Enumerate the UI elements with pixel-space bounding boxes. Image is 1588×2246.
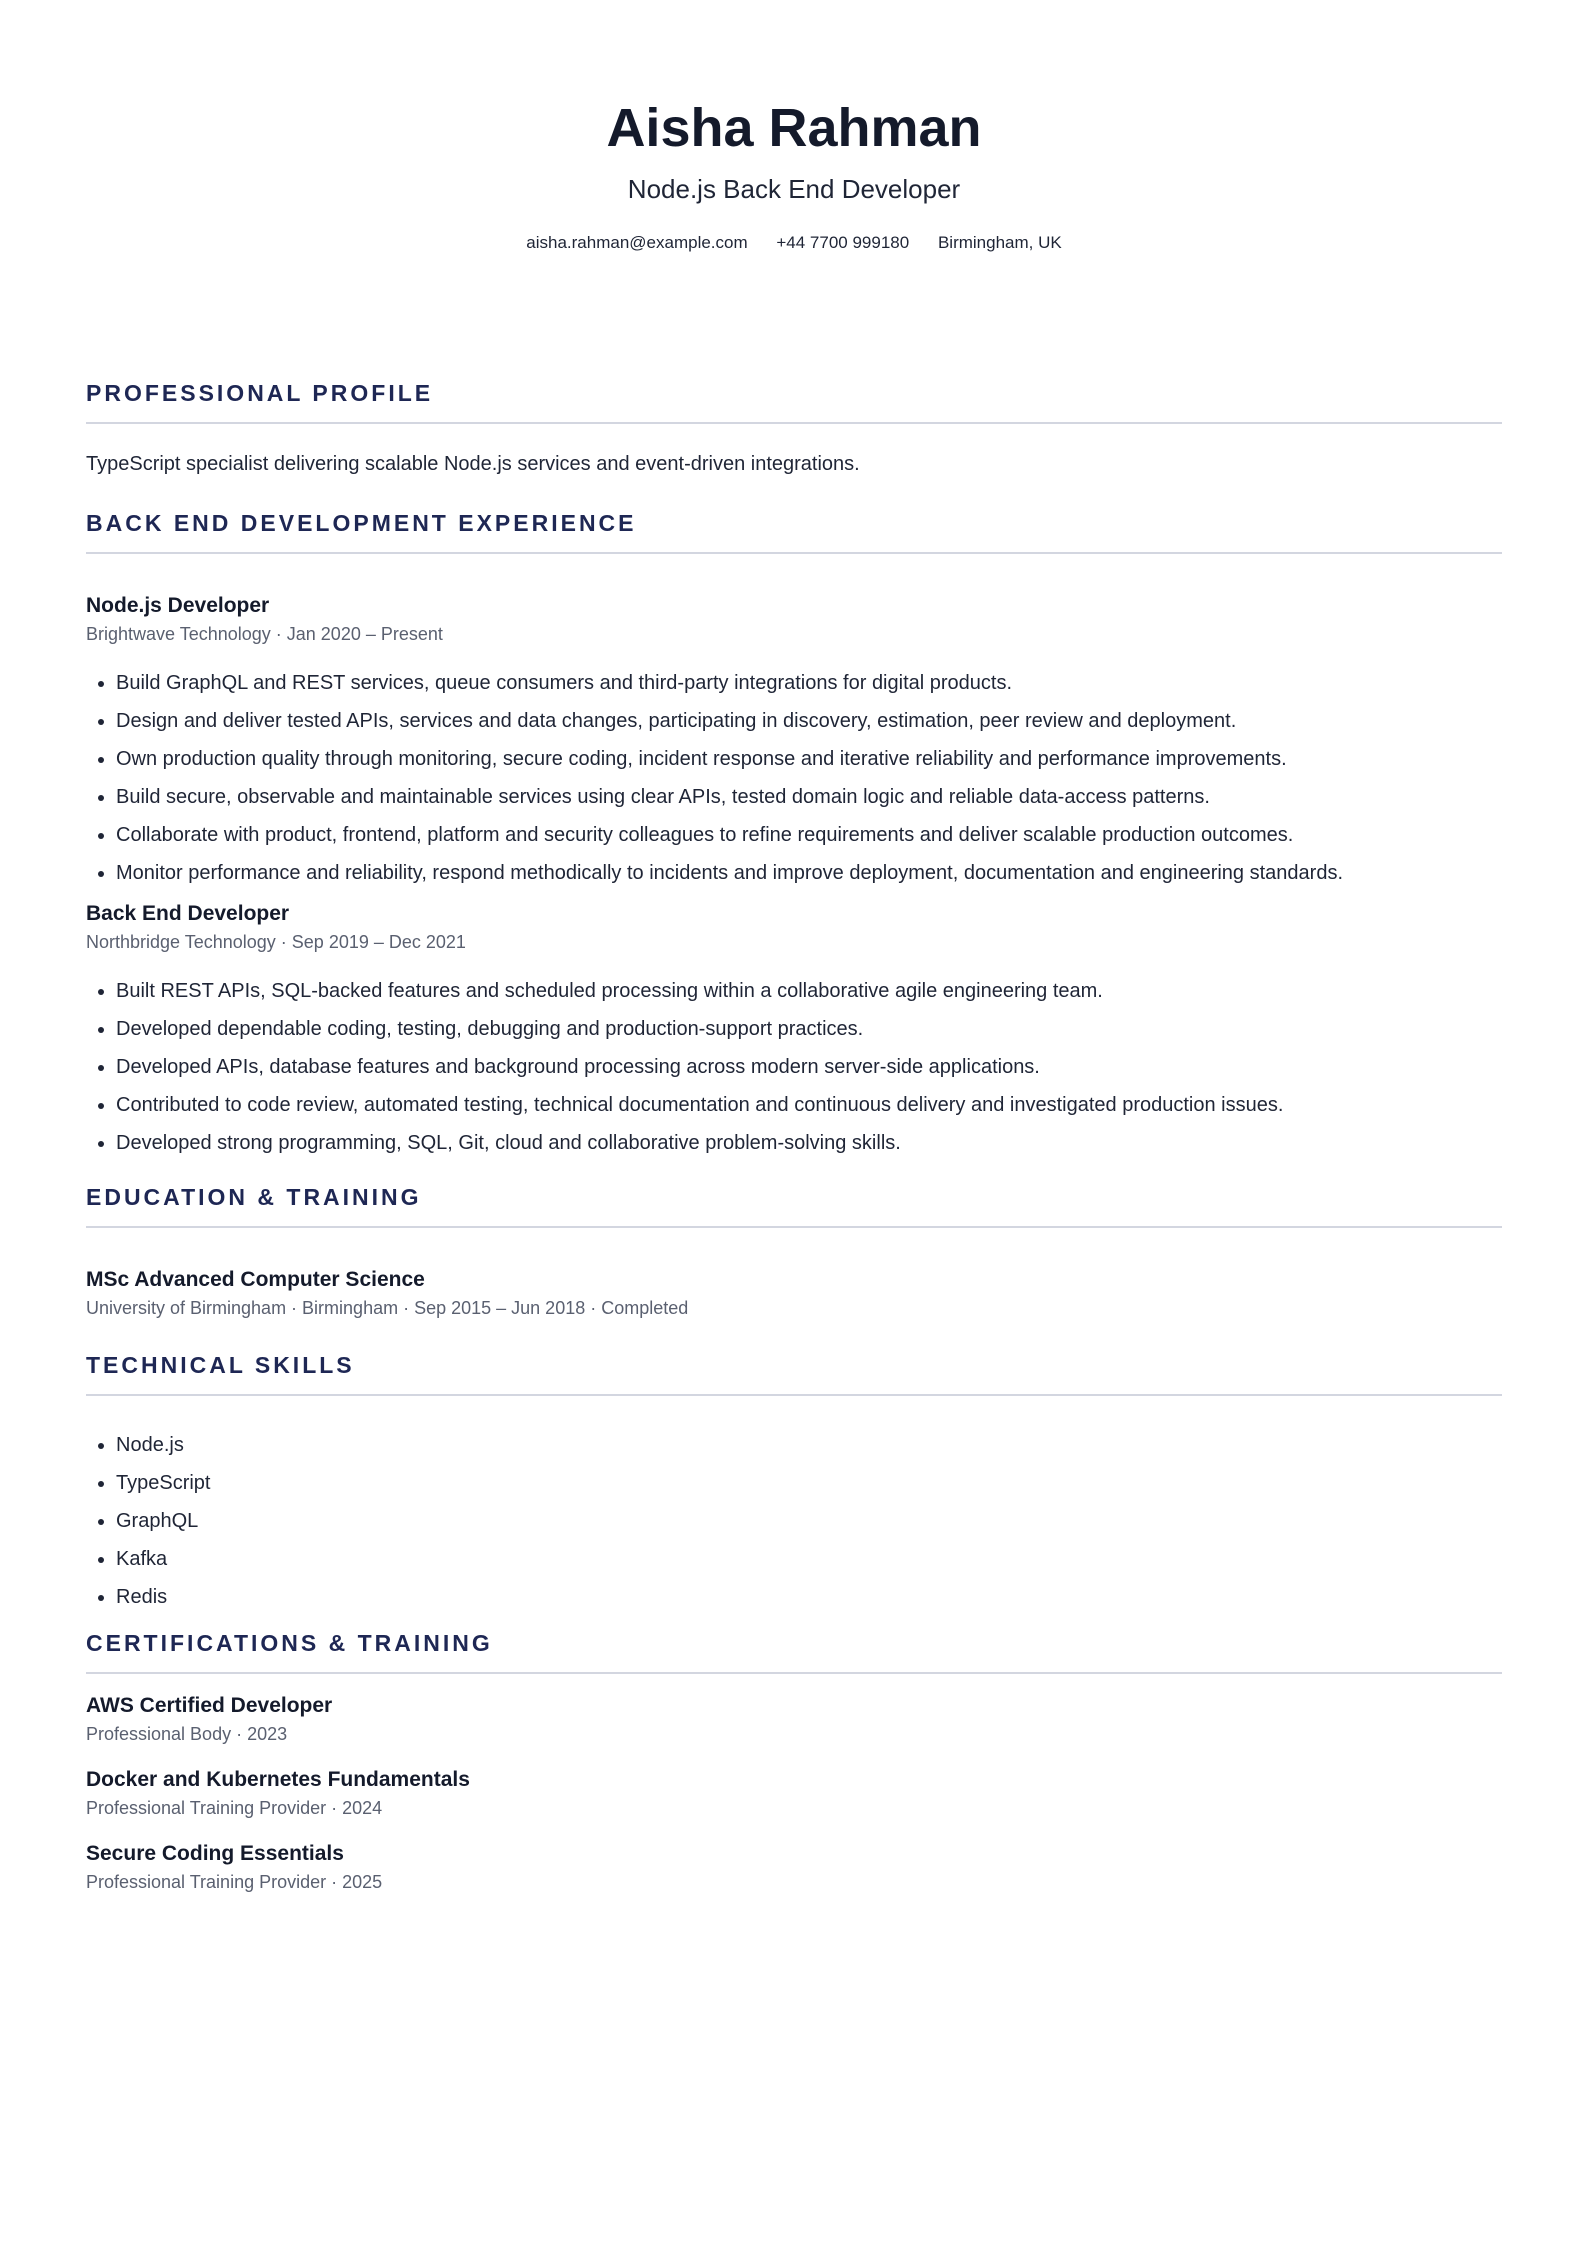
cert-title: Secure Coding Essentials bbox=[86, 1842, 344, 1865]
section-certifications bbox=[86, 1628, 1502, 1894]
section-title-experience: BACK END DEVELOPMENT EXPERIENCE bbox=[86, 508, 1502, 554]
job-meta: Northbridge Technology · Sep 2019 – Dec 2021 bbox=[86, 932, 466, 952]
list-item: • Contributed to code review, automated testing, technical documentation and continuous delivery and investigated production issues. bbox=[116, 1092, 1502, 1118]
job-title: Node.js Developer bbox=[86, 594, 270, 617]
cert-meta: Professional Training Provider · 2024 bbox=[86, 1798, 383, 1818]
cert-meta: Professional Training Provider · 2025 bbox=[86, 1872, 383, 1892]
list-item: • Node.js bbox=[116, 1432, 1502, 1458]
cert-entry bbox=[86, 1766, 1502, 1820]
list-item: • Build GraphQL and REST services, queue consumers and third-party integrations for digital products. bbox=[116, 670, 1502, 696]
list-item: • GraphQL bbox=[116, 1508, 1502, 1534]
contact-line bbox=[86, 232, 1502, 254]
job-entry bbox=[86, 592, 1502, 886]
education-entry bbox=[86, 1266, 1502, 1320]
list-item: • Developed strong programming, SQL, Git, cloud and collaborative problem-solving skills. bbox=[116, 1130, 1502, 1156]
cert-title: AWS Certified Developer bbox=[86, 1694, 333, 1717]
cert-meta: Professional Body · 2023 bbox=[86, 1724, 288, 1744]
contact-phone: +44 7700 999180 bbox=[776, 233, 910, 252]
profile-text: TypeScript specialist delivering scalable Node.js services and event-driven integrations. bbox=[86, 453, 860, 475]
contact-email: aisha.rahman@example.com bbox=[526, 233, 748, 252]
list-item: • Kafka bbox=[116, 1546, 1502, 1572]
section-experience bbox=[86, 508, 1502, 1156]
job-entry bbox=[86, 900, 1502, 1156]
section-title-certifications: CERTIFICATIONS & TRAINING bbox=[86, 1628, 1502, 1674]
list-item: • Own production quality through monitoring, secure coding, incident response and iterative reliability and performance improvements. bbox=[116, 746, 1502, 772]
cert-entry bbox=[86, 1840, 1502, 1894]
cert-entry bbox=[86, 1692, 1502, 1746]
resume-header bbox=[86, 0, 1502, 254]
degree-meta: University of Birmingham · Birmingham · Sep 2015 – Jun 2018 · Completed bbox=[86, 1298, 689, 1318]
job-bullets bbox=[86, 978, 1502, 1156]
section-title-profile: PROFESSIONAL PROFILE bbox=[86, 378, 1502, 424]
list-item: • Developed dependable coding, testing, debugging and production-support practices. bbox=[116, 1016, 1502, 1042]
job-bullets bbox=[86, 670, 1502, 886]
cert-title: Docker and Kubernetes Fundamentals bbox=[86, 1768, 470, 1791]
list-item: • Developed APIs, database features and background processing across modern server-side applications. bbox=[116, 1054, 1502, 1080]
section-skills bbox=[86, 1350, 1502, 1610]
job-title: Back End Developer bbox=[86, 902, 290, 925]
candidate-name: Aisha Rahman bbox=[606, 98, 982, 158]
contact-location: Birmingham, UK bbox=[937, 233, 1062, 252]
list-item: • Redis bbox=[116, 1584, 1502, 1610]
list-item: • TypeScript bbox=[116, 1470, 1502, 1496]
job-meta: Brightwave Technology · Jan 2020 – Present bbox=[86, 624, 443, 644]
section-education bbox=[86, 1182, 1502, 1320]
section-title-education: EDUCATION & TRAINING bbox=[86, 1182, 1502, 1228]
section-title-skills: TECHNICAL SKILLS bbox=[86, 1350, 1502, 1396]
list-item: • Design and deliver tested APIs, services and data changes, participating in discovery, estimation, peer review and deployment. bbox=[116, 708, 1502, 734]
candidate-role: Node.js Back End Developer bbox=[627, 174, 961, 204]
list-item: • Built REST APIs, SQL-backed features and scheduled processing within a collaborative agile engineering team. bbox=[116, 978, 1502, 1004]
degree-title: MSc Advanced Computer Science bbox=[86, 1268, 425, 1291]
list-item: • Collaborate with product, frontend, platform and security colleagues to refine requirements and deliver scalable production outcomes. bbox=[116, 822, 1502, 848]
list-item: • Build secure, observable and maintainable services using clear APIs, tested domain logic and reliable data-access patterns. bbox=[116, 784, 1502, 810]
section-profile bbox=[86, 378, 1502, 478]
list-item: • Monitor performance and reliability, respond methodically to incidents and improve deployment, documentation and engineering standards. bbox=[116, 860, 1502, 886]
skills-list bbox=[86, 1432, 1502, 1610]
